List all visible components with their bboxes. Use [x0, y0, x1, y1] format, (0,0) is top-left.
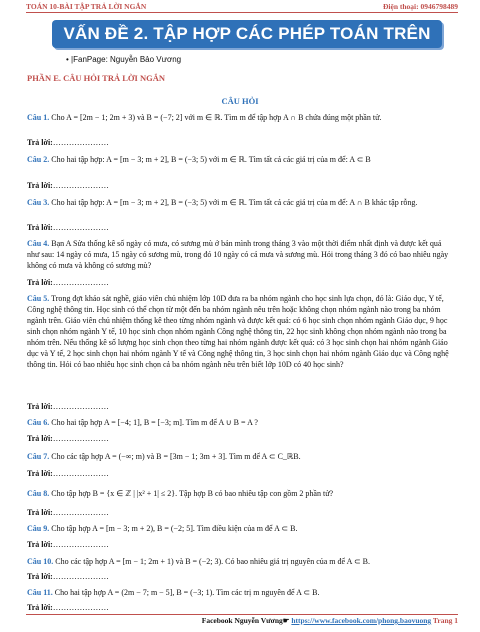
question-4	[27, 238, 452, 271]
question-text: Cho tập hợp A = [m − 3; m + 2), B = (−2; 5]. Tìm điều kiện của m để A ⊂ B.	[51, 524, 298, 533]
question-label: Câu 7.	[27, 452, 50, 461]
question-text: Cho tập hợp B = {x ∈ ℤ | |x² + 1| ≤ 2}. Tập hợp B có bao nhiêu tập con gồm 2 phần tử?	[51, 489, 334, 498]
answer-dots: …………………	[52, 508, 109, 517]
answer-label: Trả lời:	[27, 469, 53, 478]
answer-label: Trả lời:	[27, 603, 53, 612]
question-9	[27, 523, 452, 534]
question-text: Cho A = [2m − 1; 2m + 3) và B = (−7; 2] với m ∈ ℝ. Tìm m để tập hợp A ∩ B chứa đúng một phần tử.	[51, 113, 382, 122]
answer-label: Trả lời:	[27, 278, 53, 287]
question-7	[27, 451, 452, 462]
answer-line	[27, 469, 109, 478]
answer-line	[27, 138, 109, 147]
answer-label: Trả lời:	[27, 138, 53, 147]
questions-heading: CÂU HỎI	[221, 96, 259, 106]
answer-dots: …………………	[52, 181, 109, 190]
question-11	[27, 587, 452, 598]
question-text: Trong đợt khảo sát nghề, giáo viên chủ nhiệm lớp 10D đưa ra ba nhóm ngành cho học sinh lựa chọn, đó là: Giáo dục, Y tế, Công nghệ thông tin. Học sinh có thể chọn từ một đến ba nhóm ngành nêu trên hoặc không chọn nhóm ngành nào trong ba nhóm ngành trên. Giáo viên chủ nhiệm thống kê theo từng nhóm ngành và được kết quả: có 6 học sinh chọn nhóm ngành Giáo dục, 9 học sinh chọn nhóm ngành Y tế, 10 học sinh chọn nhóm ngành Công nghệ thông tin, 22 học sinh không chọn nhóm ngành nào trong ba nhóm trên. Nếu thống kê số lượng học sinh chọn theo từng hai nhóm ngành được kết quả: có 3 học sinh chọn hai nhóm ngành Giáo dục và Y tế, 2 học sinh chọn hai nhóm ngành Y tế và Công nghệ thông tin, 3 học sinh chọn hai nhóm ngành Giáo dục và Công nghệ thông tin. Hỏi có bao nhiêu học sinh chọn cả ba nhóm ngành nêu trên biết lớp 10D có 40 học sinh?	[27, 294, 449, 369]
footer-facebook: Facebook Nguyễn Vương☛	[201, 616, 292, 625]
page-title: VẤN ĐỀ 2. TẬP HỢP CÁC PHÉP TOÁN TRÊN TẬP HỢP	[63, 24, 431, 71]
answer-line	[27, 402, 109, 411]
answer-dots: …………………	[52, 138, 109, 147]
fanpage-line: • |FanPage: Nguyễn Bảo Vương	[66, 55, 182, 64]
question-8	[27, 488, 452, 499]
footer-link[interactable]: https://www.facebook.com/phong.baovuong	[291, 616, 432, 625]
answer-dots: …………………	[52, 469, 109, 478]
answer-label: Trả lời:	[27, 572, 53, 581]
answer-label: Trả lời:	[27, 508, 53, 517]
answer-dots: …………………	[52, 402, 109, 411]
answer-label: Trả lời:	[27, 434, 53, 443]
question-label: Câu 6.	[27, 418, 50, 427]
question-label: Câu 4.	[27, 239, 50, 248]
question-text: Cho các tập hợp A = [m − 1; 2m + 1) và B = (−2; 3). Có bao nhiêu giá trị nguyên của m để A ⊂ B.	[55, 557, 371, 566]
question-label: Câu 8.	[27, 489, 50, 498]
question-2	[27, 154, 452, 165]
question-label: Câu 3.	[27, 198, 50, 207]
answer-dots: …………………	[52, 278, 109, 287]
answer-line	[27, 572, 109, 581]
answer-line	[27, 508, 109, 517]
question-text: Bạn A Sửa thống kê số ngày có mưa, có sương mù ở bản mình trong tháng 3 vào một thời điểm nhất định và được kết quả như sau: 14 ngày có mưa, 15 ngày có sương mù, trong đó 10 ngày có cả mưa và sương mù. Hỏi trong tháng 3 đó có bao nhiêu ngày không có mưa và không có sương mù?	[27, 239, 449, 270]
answer-dots: …………………	[52, 434, 109, 443]
answer-line	[27, 540, 109, 549]
question-label: Câu 1.	[27, 113, 50, 122]
question-10	[27, 556, 452, 567]
question-text: Cho hai tập hợp: A = [m − 3; m + 2], B = (−3; 5) với m ∈ ℝ. Tìm tất cả các giá trị của m để: A ∩ B khác tập rỗng.	[51, 198, 418, 207]
question-label: Câu 9.	[27, 524, 50, 533]
answer-line	[27, 603, 109, 612]
page-header	[26, 2, 458, 12]
header-left: TOÁN 10-BÀI TẬP TRẢ LỜI NGẮN	[26, 2, 147, 11]
footer-page-number: Trang 1	[431, 616, 458, 625]
page-footer	[202, 616, 458, 625]
question-3	[27, 197, 452, 208]
answer-dots: …………………	[52, 603, 109, 612]
question-6	[27, 417, 452, 428]
answer-line	[27, 223, 109, 232]
question-text: Cho hai tập hợp A = [−4; 1], B = [−3; m]. Tìm m để A ∪ B = A ?	[51, 418, 258, 427]
answer-label: Trả lời:	[27, 540, 53, 549]
answer-dots: …………………	[52, 572, 109, 581]
header-divider	[26, 12, 458, 13]
answer-line	[27, 434, 109, 443]
answer-label: Trả lời:	[27, 181, 53, 190]
answer-label: Trả lời:	[27, 402, 53, 411]
footer-divider	[26, 614, 458, 615]
question-5	[27, 293, 452, 370]
answer-line	[27, 278, 109, 287]
answer-label: Trả lời:	[27, 223, 53, 232]
header-right: Điện thoại: 0946798489	[383, 2, 458, 11]
question-text: Cho hai tập hợp A = (2m − 7; m − 5], B = (−3; 1). Tìm các trị m nguyên để A ⊂ B.	[54, 588, 320, 597]
answer-line	[27, 181, 109, 190]
question-label: Câu 11.	[27, 588, 53, 597]
answer-dots: …………………	[52, 540, 109, 549]
question-text: Cho các tập hợp A = (−∞; m) và B = [3m − 1; 3m + 3]. Tìm m để A ⊂ C_ℝB.	[51, 452, 301, 461]
question-text: Cho hai tập hợp: A = [m − 3; m + 2], B = (−3; 5) với m ∈ ℝ. Tìm tất cả các giá trị của m để: A ⊂ B	[51, 155, 371, 164]
answer-dots: …………………	[52, 223, 109, 232]
question-1	[27, 112, 452, 123]
question-label: Câu 10.	[27, 557, 54, 566]
question-label: Câu 2.	[27, 155, 50, 164]
section-heading: PHẦN E. CÂU HỎI TRẢ LỜI NGẮN	[27, 73, 165, 83]
question-label: Câu 5.	[27, 294, 50, 303]
